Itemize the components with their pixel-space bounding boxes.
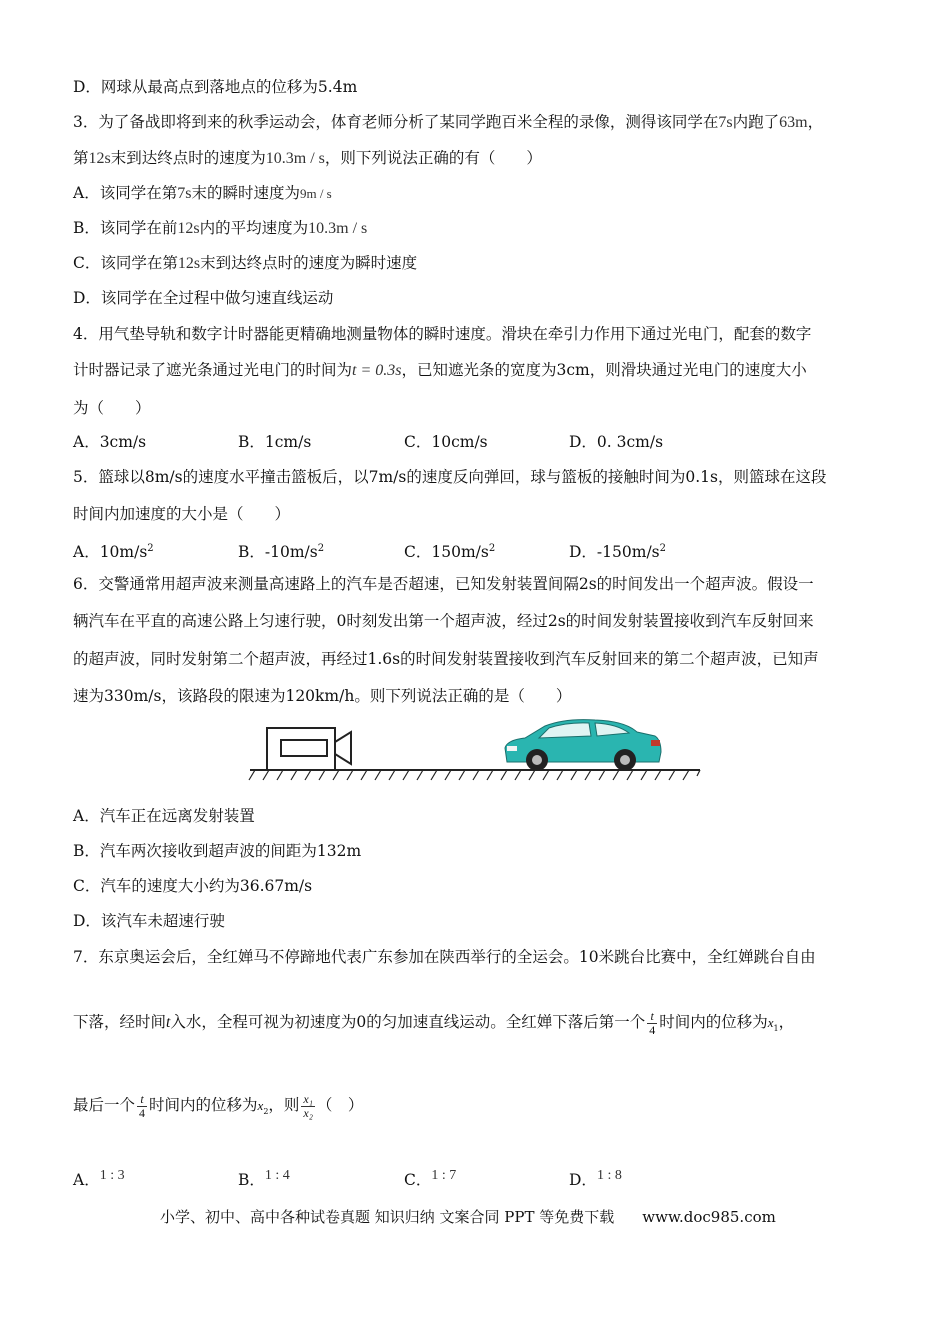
q4-option-a: A．3cm/s — [73, 433, 147, 451]
q5-stem-line2: 时间内加速度的大小是（ ） — [73, 505, 291, 523]
q7-option-c: C．1 : 7 — [404, 1168, 457, 1189]
q6-diagram — [245, 712, 705, 784]
q3-stem-line2: 第12s末到达终点时的速度为10.3m / s，则下列说法正确的有（ ） — [73, 149, 542, 167]
q5-option-b: B．$-10m/s^2$ — [238, 543, 325, 562]
q3-option-b: B．该同学在前12s内的平均速度为10.3m / s — [73, 219, 368, 237]
q2-option-d: D．网球从最高点到落地点的位移为5.4m — [73, 78, 358, 96]
q7-stem-line2: 下落，经时间t入水，全程可视为初速度为0的匀加速直线运动。全红婵下落后第一个 $\frac{t}{4}$ 时间内的位移为$x_1$， — [73, 1008, 795, 1037]
fraction-t-over-4: $\frac{t}{4}$ — [139, 1091, 146, 1120]
car-icon — [505, 720, 661, 771]
q4-stem-line2: 计时器记录了遮光条通过光电门的时间为t = 0.3s，已知遮光条的宽度为3cm，则滑块通过光电门的速度大小 — [73, 361, 807, 379]
ground-hatch — [249, 770, 700, 780]
q7-stem-line1: 7．东京奥运会后，全红婵马不停蹄地代表广东参加在陕西举行的全运会。10米跳台比赛中，全红婵跳台自由 — [73, 948, 816, 966]
q6-stem-line1: 6．交警通常用超声波来测量高速路上的汽车是否超速，已知发射装置间隔2s的时间发出一个超声波。假设一 — [73, 575, 814, 593]
q5-option-c: C．$150m/s^2$ — [404, 543, 496, 562]
q6-stem-line2: 辆汽车在平直的高速公路上匀速行驶，0时刻发出第一个超声波，经过2s的时间发射装置接收到汽车反射回来 — [73, 612, 814, 630]
q3-option-c: C．该同学在第12s末到达终点时的速度为瞬时速度 — [73, 254, 418, 272]
q4-stem-line1: 4．用气垫导轨和数字计时器能更精确地测量物体的瞬时速度。滑块在牵引力作用下通过光电门，配套的数字 — [73, 325, 812, 343]
footer-url[interactable]: www.doc985.com — [642, 1208, 776, 1226]
q3-option-a: A．该同学在第7s末的瞬时速度为9m / s — [73, 184, 332, 202]
q7-option-a: A．1 : 3 — [73, 1168, 125, 1189]
q4-option-c: C．10cm/s — [404, 433, 488, 451]
q3-stem-line1: 3．为了备战即将到来的秋季运动会，体育老师分析了某同学跑百米全程的录像，测得该同学在7s内跑了63m， — [73, 113, 824, 131]
page-footer — [160, 1207, 776, 1227]
fraction-t-over-4: $\frac{t}{4}$ — [649, 1008, 656, 1037]
q5-stem-line1: 5．篮球以8m/s的速度水平撞击篮板后，以7m/s的速度反向弹回，球与篮板的接触时间为0.1s，则篮球在这段 — [73, 468, 827, 486]
fraction-x1-over-x2: $\frac{\text{x₁}}{\text{x₂}}$ — [303, 1091, 313, 1120]
q4-stem-line3: 为（ ） — [73, 399, 151, 417]
ultrasonic-emitter-icon — [267, 728, 351, 770]
q3-option-d: D．该同学在全过程中做匀速直线运动 — [73, 289, 334, 307]
q6-option-b: B．汽车两次接收到超声波的间距为132m — [73, 842, 362, 860]
q7-option-b: B．1 : 4 — [238, 1168, 290, 1189]
q6-option-a: A．汽车正在远离发射装置 — [73, 807, 255, 825]
q7-option-d: D．1 : 8 — [569, 1168, 622, 1189]
q4-option-d: D．0. 3cm/s — [569, 433, 664, 451]
q6-option-d: D．该汽车未超速行驶 — [73, 912, 225, 930]
footer-text: 小学、初中、高中各种试卷真题 知识归纳 文案合同 PPT 等免费下载 — [160, 1208, 615, 1226]
q4-option-b: B．1cm/s — [238, 433, 312, 451]
q6-stem-line4: 速为330m/s，该路段的限速为120km/h。则下列说法正确的是（ ） — [73, 687, 572, 705]
q5-option-d: D．$-150m/s^2$ — [569, 543, 666, 562]
q6-stem-line3: 的超声波，同时发射第二个超声波，再经过1.6s的时间发射装置接收到汽车反射回来的第二个超声波，已知声 — [73, 650, 819, 668]
q5-option-a: A．$10m/s^2$ — [73, 543, 154, 562]
q7-stem-line3: 最后一个 $\frac{t}{4}$ 时间内的位移为$x_2$，则 $\frac{\text{x₁}}{\text{x₂}}$ （ ） — [73, 1091, 364, 1120]
q6-option-c: C．汽车的速度大小约为36.67m/s — [73, 877, 313, 895]
